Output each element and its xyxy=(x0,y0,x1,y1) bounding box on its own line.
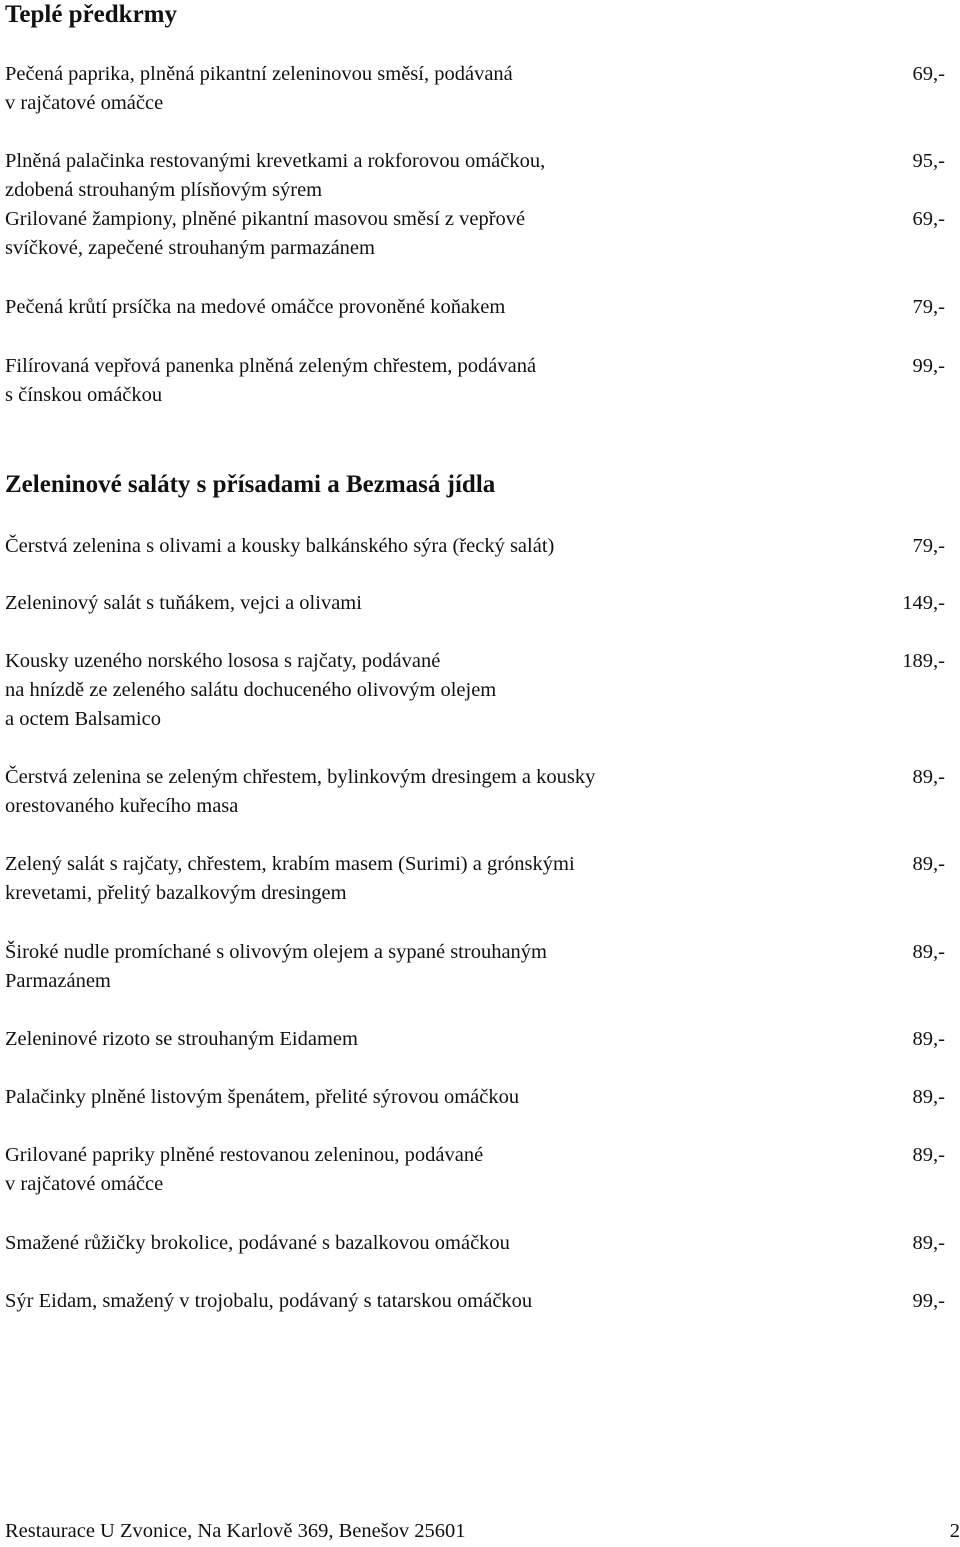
menu-item-price: 79,- xyxy=(912,296,945,318)
menu-item-price: 89,- xyxy=(912,766,945,788)
menu-item-name: Zeleninové rizoto se strouhaným Eidamem xyxy=(5,1028,358,1050)
menu-item xyxy=(5,60,945,118)
menu-item xyxy=(5,532,945,561)
menu-item-name: Zelený salát s rajčaty, chřestem, krabím masem (Surimi) a grónskými krevetami, přelitý bazalkovým dresingem xyxy=(5,853,575,904)
footer-address: Restaurace U Zvonice, Na Karlově 369, Benešov 25601 xyxy=(5,1520,466,1542)
menu-item-price: 69,- xyxy=(912,63,945,85)
menu-item-price: 69,- xyxy=(912,208,945,230)
menu-item xyxy=(5,763,945,821)
menu-item xyxy=(5,293,945,322)
menu-item-name: Kousky uzeného norského lososa s rajčaty, podávané na hnízdě ze zeleného salátu dochuceného olivovým olejem a octem Balsamico xyxy=(5,650,497,730)
menu-item xyxy=(5,1025,945,1054)
menu-item xyxy=(5,352,945,410)
menu-item-name: Čerstvá zelenina se zeleným chřestem, bylinkovým dresingem a kousky orestovaného kuřecího masa xyxy=(5,766,596,817)
menu-item-name: Pečená krůtí prsíčka na medové omáčce provoněné koňakem xyxy=(5,296,506,318)
page-footer xyxy=(5,1517,960,1546)
menu-item-name: Filírovaná vepřová panenka plněná zeleným chřestem, podávaná s čínskou omáčkou xyxy=(5,355,537,406)
menu-item-price: 189,- xyxy=(902,650,945,672)
menu-item-price: 79,- xyxy=(912,535,945,557)
menu-item-name: Čerstvá zelenina s olivami a kousky balkánského sýra (řecký salát) xyxy=(5,535,555,557)
menu-item-price: 89,- xyxy=(912,1028,945,1050)
menu-item xyxy=(5,647,945,734)
menu-item xyxy=(5,589,945,618)
menu-item xyxy=(5,147,945,205)
menu-item-name: Široké nudle promíchané s olivovým olejem a sypané strouhaným Parmazánem xyxy=(5,941,547,992)
menu-item-price: 99,- xyxy=(912,1290,945,1312)
menu-item-price: 89,- xyxy=(912,853,945,875)
menu-item xyxy=(5,205,945,263)
section-heading-warm-starters: Teplé předkrmy xyxy=(5,1,177,28)
menu-item-name: Pečená paprika, plněná pikantní zeleninovou směsí, podávaná v rajčatové omáčce xyxy=(5,63,513,114)
menu-item-price: 99,- xyxy=(912,355,945,377)
menu-item-price: 89,- xyxy=(912,941,945,963)
page-number: 2 xyxy=(949,1520,960,1542)
section-heading-salads-vegetarian: Zeleninové saláty s přísadami a Bezmasá jídla xyxy=(5,471,496,498)
menu-item xyxy=(5,1141,945,1199)
menu-item-name: Sýr Eidam, smažený v trojobalu, podávaný s tatarskou omáčkou xyxy=(5,1290,533,1312)
menu-item-price: 95,- xyxy=(912,150,945,172)
menu-item-name: Grilované žampiony, plněné pikantní masovou směsí z vepřové svíčkové, zapečené strouhaným parmazánem xyxy=(5,208,526,259)
menu-item-price: 89,- xyxy=(912,1086,945,1108)
menu-item-name: Smažené růžičky brokolice, podávané s bazalkovou omáčkou xyxy=(5,1232,510,1254)
menu-item-price: 149,- xyxy=(902,592,945,614)
menu-item xyxy=(5,1083,945,1112)
menu-item xyxy=(5,850,945,908)
menu-item-name: Grilované papriky plněné restovanou zeleninou, podávané v rajčatové omáčce xyxy=(5,1144,484,1195)
menu-item-price: 89,- xyxy=(912,1232,945,1254)
menu-item-price: 89,- xyxy=(912,1144,945,1166)
menu-item-name: Zeleninový salát s tuňákem, vejci a olivami xyxy=(5,592,362,614)
menu-item xyxy=(5,938,945,996)
menu-item xyxy=(5,1287,945,1316)
menu-item-name: Plněná palačinka restovanými krevetkami a rokforovou omáčkou, zdobená strouhaným plísňovým sýrem xyxy=(5,150,546,201)
menu-item-name: Palačinky plněné listovým špenátem, přelité sýrovou omáčkou xyxy=(5,1086,520,1108)
menu-item xyxy=(5,1229,945,1258)
